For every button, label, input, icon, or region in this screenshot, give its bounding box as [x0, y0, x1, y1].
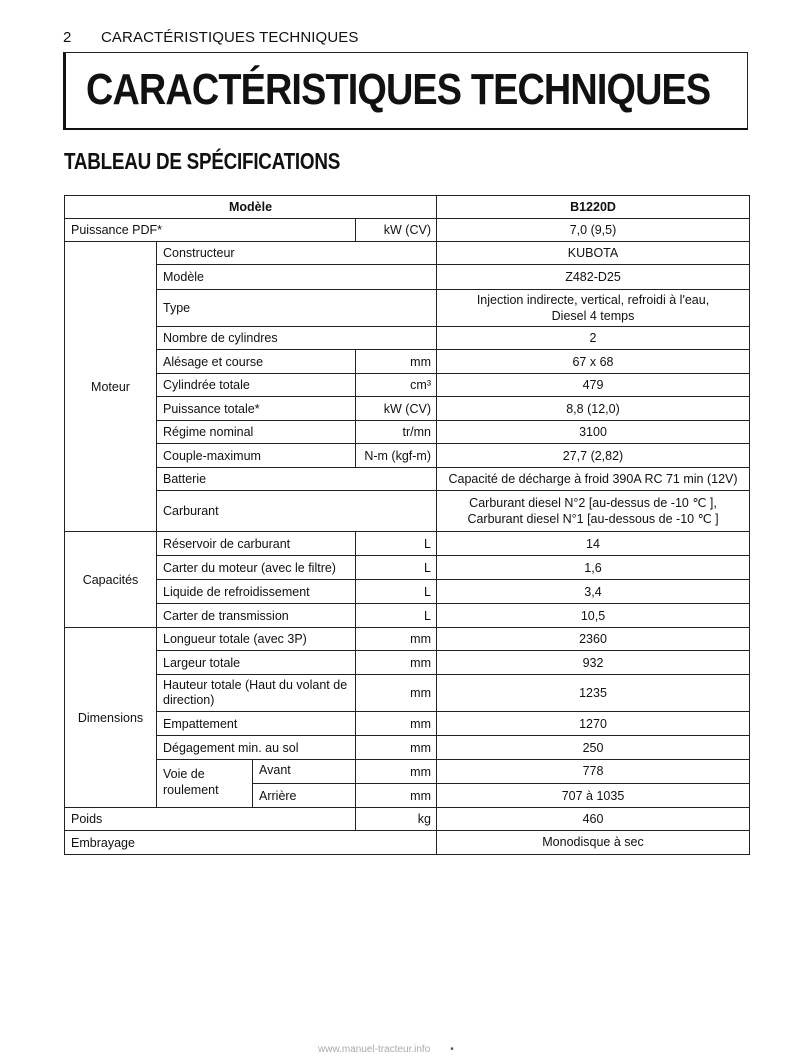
row-value: 2 — [436, 326, 750, 350]
row-label: Modèle — [156, 264, 437, 290]
row-value: 67 x 68 — [436, 349, 750, 374]
running-header — [63, 29, 358, 46]
pto-unit: kW (CV) — [355, 218, 437, 242]
row-label: Réservoir de carburant — [156, 531, 356, 556]
type-value-line2: Diesel 4 temps — [551, 309, 635, 323]
row-label: Largeur totale — [156, 650, 356, 675]
row-value: 3100 — [436, 420, 750, 444]
row-value — [436, 490, 750, 532]
row-value: 932 — [436, 650, 750, 675]
row-label: Carter de transmission — [156, 603, 356, 628]
row-value: 1235 — [436, 674, 750, 712]
row-label: Longueur totale (avec 3P) — [156, 627, 356, 651]
row-unit: L — [355, 579, 437, 604]
group-dimensions: Dimensions — [64, 627, 157, 808]
row-value: 1270 — [436, 711, 750, 736]
row-label: Liquide de refroidissement — [156, 579, 356, 604]
row-value: 27,7 (2,82) — [436, 443, 750, 468]
row-label: Type — [156, 289, 437, 327]
row-value: Z482-D25 — [436, 264, 750, 290]
row-label: Hauteur totale (Haut du volant de direction) — [156, 674, 356, 712]
row-value: 1,6 — [436, 555, 750, 580]
row-value: 14 — [436, 531, 750, 556]
voie-avant-value: 778 — [436, 759, 750, 784]
row-label: Carter du moteur (avec le filtre) — [156, 555, 356, 580]
section-title: TABLEAU DE SPÉCIFICATIONS — [64, 148, 341, 174]
row-unit: tr/mn — [355, 420, 437, 444]
row-value: KUBOTA — [436, 241, 750, 265]
pto-label: Puissance PDF* — [64, 218, 356, 242]
row-unit: kW (CV) — [355, 396, 437, 421]
footer — [318, 1044, 454, 1055]
footer-mark: • — [450, 1044, 454, 1055]
embrayage-value: Monodisque à sec — [436, 830, 750, 855]
row-unit: L — [355, 555, 437, 580]
row-label: Batterie — [156, 467, 437, 491]
chapter-title-box — [63, 52, 748, 130]
pto-value: 7,0 (9,5) — [436, 218, 750, 242]
poids-value: 460 — [436, 807, 750, 831]
row-unit: mm — [355, 627, 437, 651]
row-unit: N-m (kgf-m) — [355, 443, 437, 468]
row-value: 3,4 — [436, 579, 750, 604]
fuel-value-line1: Carburant diesel N°2 [au-dessus de -10 ℃ ], — [469, 496, 717, 510]
row-label: Carburant — [156, 490, 437, 532]
row-value: 250 — [436, 735, 750, 760]
row-unit: mm — [355, 735, 437, 760]
group-capacites: Capacités — [64, 531, 157, 628]
row-value: 2360 — [436, 627, 750, 651]
type-value-line1: Injection indirecte, vertical, refroidi à l'eau, — [476, 293, 710, 307]
row-unit: mm — [355, 349, 437, 374]
fuel-value-line2: Carburant diesel N°1 [au-dessous de -10 ℃ ] — [467, 512, 719, 526]
voie-avant-unit: mm — [355, 759, 437, 784]
row-label: Constructeur — [156, 241, 437, 265]
poids-unit: kg — [355, 807, 437, 831]
row-unit: cm³ — [355, 373, 437, 397]
chapter-title: CARACTÉRISTIQUES TECHNIQUES — [86, 65, 711, 114]
voie-arriere-value: 707 à 1035 — [436, 783, 750, 808]
row-value: Capacité de décharge à froid 390A RC 71 min (12V) — [436, 467, 750, 491]
voie-avant-label: Avant — [252, 759, 356, 784]
row-value: 8,8 (12,0) — [436, 396, 750, 421]
row-unit: mm — [355, 674, 437, 712]
header-model-value: B1220D — [436, 195, 750, 219]
header-model-label: Modèle — [64, 195, 437, 219]
row-label: Cylindrée totale — [156, 373, 356, 397]
voie-arriere-unit: mm — [355, 783, 437, 808]
row-value: 10,5 — [436, 603, 750, 628]
embrayage-label: Embrayage — [64, 830, 437, 855]
watermark-text: www.manuel-tracteur.info — [318, 1044, 431, 1055]
row-unit: mm — [355, 650, 437, 675]
row-label: Puissance totale* — [156, 396, 356, 421]
voie-arriere-label: Arrière — [252, 783, 356, 808]
row-value: 479 — [436, 373, 750, 397]
row-value — [436, 289, 750, 327]
running-header-title: CARACTÉRISTIQUES TECHNIQUES — [101, 29, 359, 46]
voie-label: Voie de roulement — [156, 759, 253, 808]
group-moteur: Moteur — [64, 241, 157, 532]
page-number: 2 — [63, 29, 72, 46]
row-unit: mm — [355, 711, 437, 736]
row-label: Empattement — [156, 711, 356, 736]
row-label: Couple-maximum — [156, 443, 356, 468]
row-label: Nombre de cylindres — [156, 326, 437, 350]
row-unit: L — [355, 531, 437, 556]
row-label: Régime nominal — [156, 420, 356, 444]
row-unit: L — [355, 603, 437, 628]
row-label: Alésage et course — [156, 349, 356, 374]
poids-label: Poids — [64, 807, 356, 831]
row-label: Dégagement min. au sol — [156, 735, 356, 760]
